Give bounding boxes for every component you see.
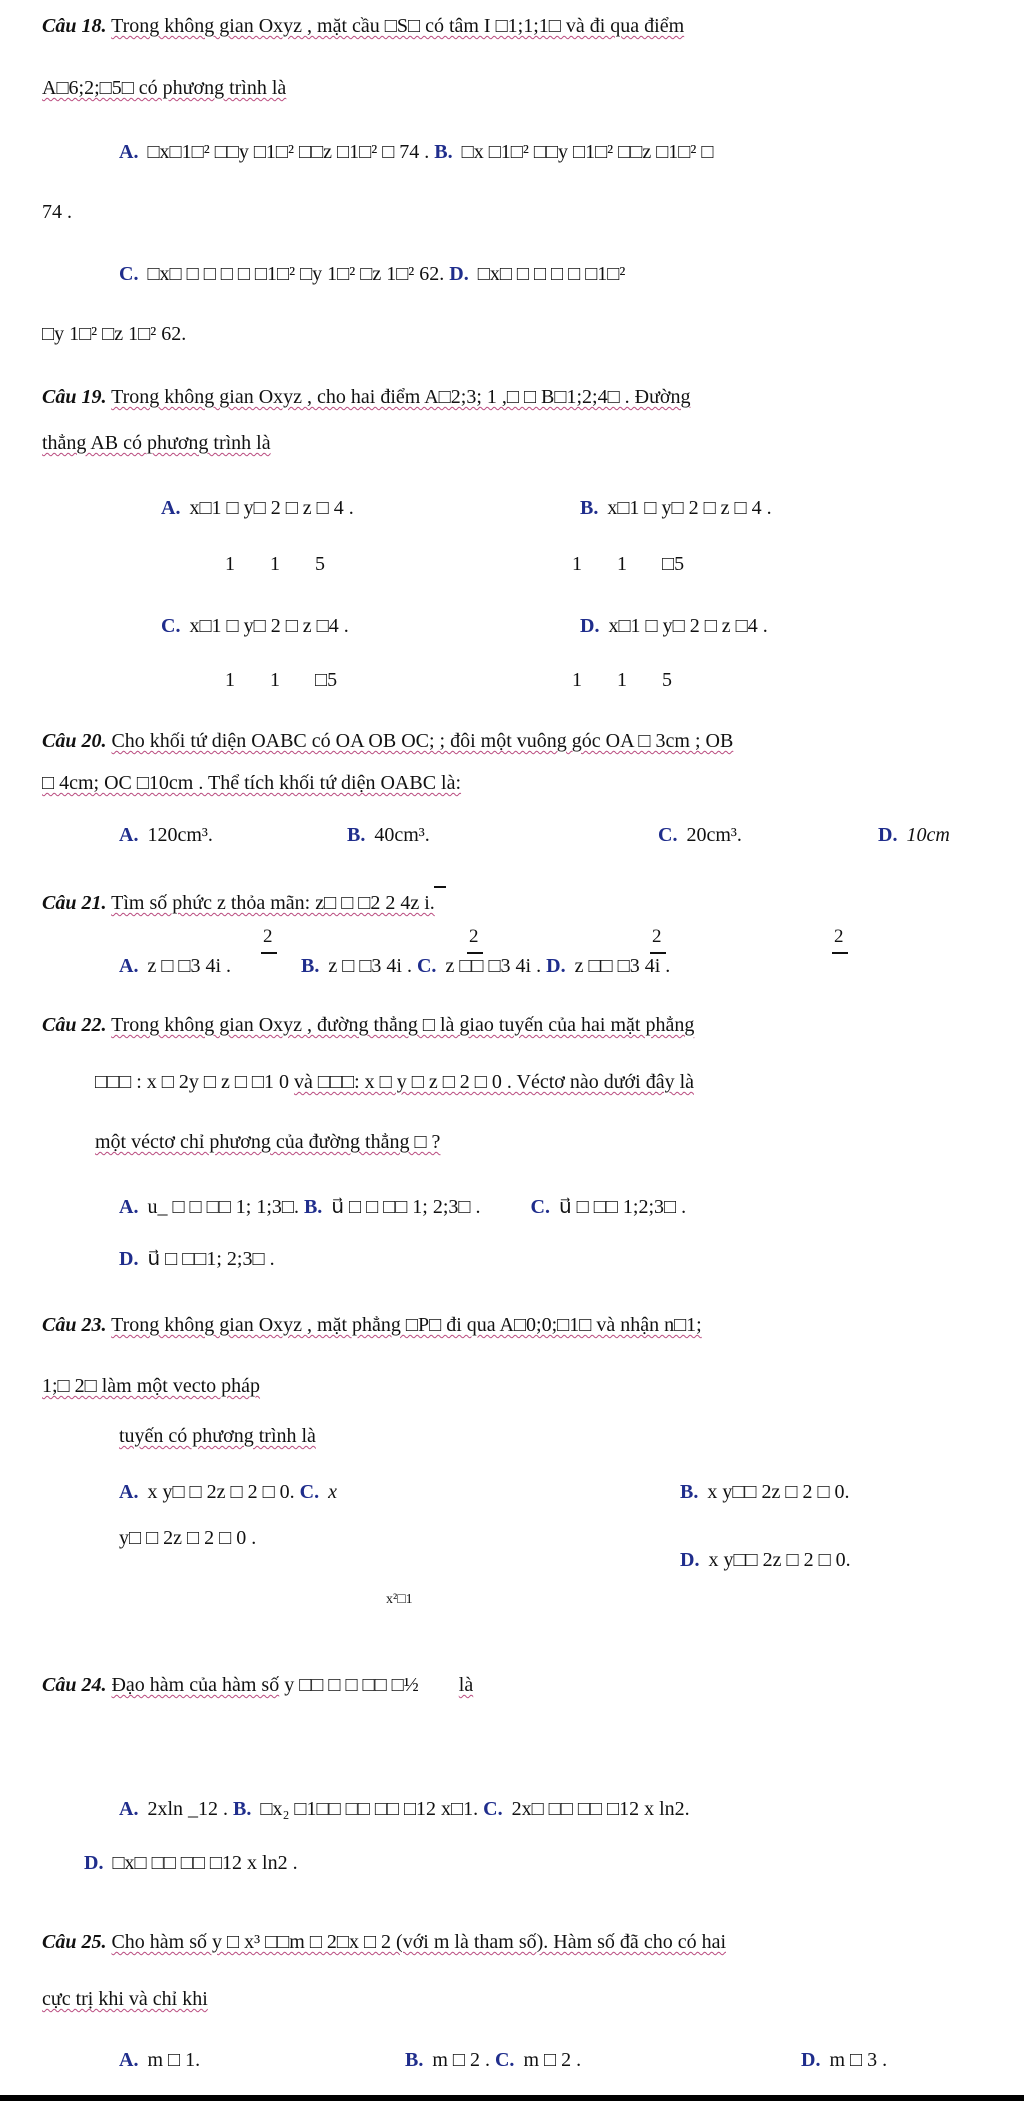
question-18-cont [42, 76, 286, 101]
option-d-label: D. [119, 1248, 139, 1270]
question-text: Trong không gian Oxyz , mặt cầu □S□ có tâm I □1;1;1□ và đi qua điểm [111, 15, 685, 37]
option-b-label: B. [233, 1798, 252, 1820]
option-d-denominators: 1 1 5 [572, 669, 672, 691]
option-b-text: m □ 2 . [432, 2049, 490, 2071]
option-c-label: C. [530, 1196, 550, 1218]
q19-option-b [580, 496, 772, 521]
question-19-cont [42, 431, 271, 456]
conjugate-bar [434, 886, 446, 888]
question-21 [42, 891, 435, 916]
option-a-text: 2xln _12 . [147, 1798, 229, 1820]
q25-option-d [801, 2048, 887, 2073]
option-d-label: D. [801, 2049, 821, 2071]
q20-option-b [347, 823, 430, 848]
option-a-text: m □ 1. [147, 2049, 201, 2071]
question-text: Trong không gian Oxyz , cho hai điểm A□2;3; 1 ,□ □ B□1;2;4□ . Đường [111, 386, 691, 408]
q18-options-cd [119, 262, 625, 287]
option-c-text: x [328, 1481, 337, 1503]
option-b-text: □x₂ □1□□ □□ □□ □12 x□1. [260, 1798, 479, 1820]
option-a-text: □x□1□² □□y □1□² □□z □1□² □ 74 . [147, 141, 430, 163]
option-c-label: C. [658, 824, 678, 846]
fraction-numerator: 2 [469, 926, 479, 947]
option-d-label: D. [449, 263, 469, 285]
question-23-cont2 [119, 1424, 316, 1449]
option-a-text: z □ □3 4i . [147, 955, 232, 977]
q19-option-a [161, 496, 354, 521]
option-c-label: C. [483, 1798, 503, 1820]
option-d-text: m □ 3 . [829, 2049, 888, 2071]
option-d-text: □x□ □ □ □ □ □1□² [477, 263, 626, 285]
option-b-text: 40cm³. [374, 824, 430, 846]
option-c-label: C. [161, 615, 181, 637]
option-a-text: u_ □ □ □□ 1; 1;3□. [147, 1196, 299, 1218]
question-24 [42, 1673, 473, 1698]
option-b-text: x y□□ 2z □ 2 □ 0. [707, 1481, 850, 1503]
q23-option-b [680, 1480, 850, 1505]
option-b-numerators: x□1 □ y□ 2 □ z □ 4 . [607, 497, 772, 519]
q19-option-d [580, 614, 768, 639]
option-b-label: B. [347, 824, 366, 846]
q20-option-d [878, 823, 950, 848]
option-c-text: u⃗ □ □□ 1;2;3□ . [558, 1196, 687, 1218]
q20-option-a [119, 823, 213, 848]
option-c-label: C. [494, 2049, 515, 2071]
question-label: Câu 18. [42, 15, 107, 37]
option-a-label: A. [161, 497, 181, 519]
question-text: 1;□ 2□ làm một vecto pháp [42, 1375, 261, 1397]
q25-options-bc [405, 2048, 581, 2073]
question-text: cực trị khi và chỉ khi [42, 1988, 208, 2010]
option-d-label: D. [680, 1549, 700, 1571]
option-c-text: 2x□ □□ □□ □12 x ln2. [511, 1798, 690, 1820]
question-label: Câu 20. [42, 730, 107, 752]
fraction-numerator: 2 [834, 926, 844, 947]
question-text: Trong không gian Oxyz , mặt phẳng □P□ đi qua A□0;0;□1□ và nhận n□1; [111, 1314, 702, 1336]
q21-options [119, 954, 670, 979]
option-b-text: □x □1□² □□y □1□² □□z □1□² □ [461, 141, 714, 163]
q24-option-d [84, 1851, 298, 1876]
option-b-label: B. [580, 497, 599, 519]
question-text: và □□□: x □ y □ z □ 2 □ 0 . Véctơ nào dưới đây là [294, 1071, 694, 1093]
question-22-cont2 [95, 1130, 440, 1155]
option-b-denominators: 1 1 □5 [572, 553, 685, 575]
fraction-numerator: 2 [263, 926, 273, 947]
option-a-label: A. [119, 1196, 139, 1218]
option-b-label: B. [405, 2049, 424, 2071]
question-22 [42, 1013, 694, 1038]
option-c-text: □x□ □ □ □ □ □1□² □y 1□² □z 1□² 62. [147, 263, 445, 285]
option-d-label: D. [878, 824, 898, 846]
question-label: Câu 24. [42, 1674, 107, 1696]
option-b-text: z □ □3 4i . [328, 955, 412, 977]
question-label: Câu 21. [42, 892, 107, 914]
option-d-text: 10cm [906, 824, 950, 846]
option-b-label: B. [680, 1481, 699, 1503]
question-label: Câu 22. [42, 1014, 107, 1036]
option-d-numerators: x□1 □ y□ 2 □ z □4 . [608, 615, 768, 637]
question-formula: y □□ □ □ □□ □½ [284, 1674, 419, 1696]
option-a-label: A. [119, 824, 139, 846]
option-c-label: C. [416, 955, 437, 977]
option-d-text: x y□□ 2z □ 2 □ 0. [708, 1549, 851, 1571]
q20-option-c [658, 823, 742, 848]
option-b-text: u⃗ □ □ □□ 1; 2;3□ . [331, 1196, 481, 1218]
q19-option-c [161, 614, 349, 639]
option-a-text: 120cm³. [147, 824, 213, 846]
option-d-text: □x□ □□ □□ □12 x ln2 . [112, 1852, 298, 1874]
question-text: A□6;2;□5□ có phương trình là [42, 77, 287, 99]
question-22-cont [95, 1070, 694, 1095]
option-d-text: z □□ □3 4i . [574, 955, 671, 977]
question-label: Câu 23. [42, 1314, 107, 1336]
option-d-label: D. [580, 615, 600, 637]
question-23-cont [42, 1374, 260, 1399]
option-d-label: D. [84, 1852, 104, 1874]
option-a-label: A. [119, 1798, 139, 1820]
option-d-label: D. [546, 955, 566, 977]
option-c-label: C. [119, 263, 139, 285]
question-text: Cho khối tứ diện OABC có OA OB OC; ; đôi một vuông góc OA □ 3cm ; OB [111, 730, 734, 752]
option-c-text: 20cm³. [686, 824, 742, 846]
option-a-label: A. [119, 2049, 139, 2071]
question-25-cont [42, 1987, 208, 2012]
question-text: □□□ : x □ 2y □ z □ □1 0 [95, 1071, 289, 1093]
fraction-numerator: 2 [652, 926, 662, 947]
bottom-border [0, 2095, 1024, 2101]
small-formula-fragment: x²□1 [386, 1592, 413, 1607]
question-text: Trong không gian Oxyz , đường thẳng □ là giao tuyến của hai mặt phẳng [111, 1014, 695, 1036]
option-a-text: x y□ □ 2z □ 2 □ 0. [147, 1481, 295, 1503]
question-label: Câu 25. [42, 1931, 107, 1953]
question-20 [42, 729, 733, 754]
question-text: tuyến có phương trình là [119, 1425, 316, 1447]
option-c-denominators: 1 1 □5 [225, 669, 338, 691]
question-20-cont [42, 771, 461, 796]
option-b-text-cont: 74 . [42, 201, 72, 223]
question-19 [42, 385, 691, 410]
question-text: Đạo hàm của hàm số [111, 1674, 280, 1696]
q22-option-d [119, 1247, 275, 1272]
q24-options-abc [119, 1797, 690, 1822]
question-text: là [458, 1674, 474, 1696]
q23-options-ac [119, 1480, 337, 1505]
option-a-numerators: x□1 □ y□ 2 □ z □ 4 . [189, 497, 354, 519]
q18-options-cd-cont [42, 322, 186, 347]
q18-options-ab [119, 140, 713, 165]
q23-option-d [680, 1548, 851, 1573]
question-text: một véctơ chỉ phương của đường thẳng □ ? [95, 1131, 441, 1153]
option-a-label: A. [119, 955, 139, 977]
question-text: thẳng AB có phương trình là [42, 432, 271, 454]
question-25 [42, 1930, 726, 1955]
option-b-label: B. [434, 141, 453, 163]
option-a-denominators: 1 1 5 [225, 553, 325, 575]
question-label: Câu 19. [42, 386, 107, 408]
option-c-text: z □□ □3 4i . [445, 955, 542, 977]
option-a-label: A. [119, 141, 139, 163]
option-c-text-cont: y□ □ 2z □ 2 □ 0 . [119, 1527, 257, 1549]
question-23 [42, 1313, 702, 1338]
option-d-text: u⃗ □ □□1; 2;3□ . [147, 1248, 275, 1270]
question-text: □ 4cm; OC □10cm . Thể tích khối tứ diện OABC là: [42, 772, 462, 794]
fraction-bar [832, 952, 848, 954]
option-d-text-cont: □y 1□² □z 1□² 62. [42, 323, 187, 345]
question-18 [42, 14, 684, 39]
q25-option-a [119, 2048, 200, 2073]
option-c-label: C. [299, 1481, 320, 1503]
option-b-label: B. [303, 1196, 323, 1218]
option-b-label: B. [301, 955, 320, 977]
q18-options-ab-cont [42, 200, 72, 225]
q22-options-abc [119, 1195, 686, 1220]
question-text: Cho hàm số y □ x³ □□m □ 2□x □ 2 (với m là tham số). Hàm số đã cho có hai [111, 1931, 726, 1953]
option-c-text: m □ 2 . [523, 2049, 582, 2071]
question-text: Tìm số phức z thỏa mãn: z□ □ □2 2 4z i. [111, 892, 435, 914]
option-c-numerators: x□1 □ y□ 2 □ z □4 . [189, 615, 349, 637]
option-a-label: A. [119, 1481, 139, 1503]
